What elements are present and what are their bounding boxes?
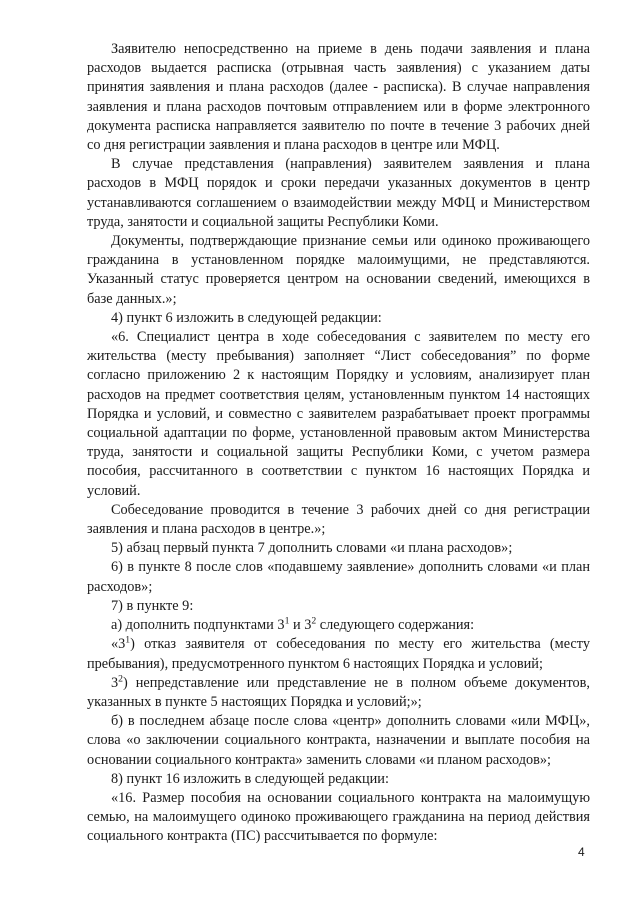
paragraph: «16. Размер пособия на основании социального контракта на малоимущую семью, на малоимущего одиноко проживающего гражданина на период действия социального контракта (ПС) рассчитывается по формуле: xyxy=(87,789,590,845)
paragraph: Заявителю непосредственно на приеме в день подачи заявления и плана расходов выдается расписка (отрывная часть заявления) с указанием даты принятия заявления и плана расходов (далее - расписка). В случае направления заявления и плана расходов почтовым отправлением или в форме электронного документа расписка направляется заявителю по почте в течение 3 рабочих дней со дня регистрации заявления и плана расходов в центре или МФЦ. xyxy=(87,41,590,154)
superscript: 2 xyxy=(118,673,124,685)
paragraph: Собеседование проводится в течение 3 рабочих дней со дня регистрации заявления и плана расходов в центре.»; xyxy=(87,501,590,538)
paragraph: 8) пункт 16 изложить в следующей редакции: xyxy=(111,770,389,787)
superscript: 1 xyxy=(284,615,290,627)
paragraph: «$3^1$) отказ заявителя от собеседования по месту его жительства (месту пребывания), предусмотренного пунктом 6 настоящих Порядка и условий; xyxy=(87,634,590,672)
paragraph: 6) в пункте 8 после слов «подавшему заявление» дополнить словами «и план расходов»; xyxy=(87,559,590,595)
document-body xyxy=(87,40,590,847)
paragraph: б) в последнем абзаце после слова «центр» дополнить словами «или МФЦ», слова «о заключении социального контракта, назначении и выплате пособия на основании социального контракта» заменить словами «и планом расходов»; xyxy=(87,713,590,768)
paragraph: 5) абзац первый пункта 7 дополнить словами «и плана расходов»; xyxy=(111,540,513,557)
paragraph: «6. Специалист центра в ходе собеседования с заявителем по месту его жительства (месту пребывания) заполняет “Лист собеседования” по форме согласно приложению 2 к настоящим Порядку и условиям, анализирует план расходов на предмет соответствия целям, установленным пунктом 14 настоящих Порядка и условий, и совместно с заявителем разрабатывает проект программы социальной адаптации по форме, установленной правовым актом Министерства труда, занятости и социальной защиты Республики Коми, с учетом размера пособия, рассчитанного в соответствии с пунктом 16 настоящих Порядка и условий. xyxy=(87,329,590,499)
superscript: 1 xyxy=(125,634,131,646)
page-number: 4 xyxy=(578,845,585,859)
paragraph: 7) в пункте 9: xyxy=(111,597,194,614)
superscript: 2 xyxy=(311,615,317,627)
paragraph: 4) пункт 6 изложить в следующей редакции: xyxy=(111,309,382,326)
paragraph: В случае представления (направления) заявителем заявления и плана расходов в МФЦ порядок и сроки передачи указанных документов в центр устанавливаются соглашением о взаимодействии между МФЦ и Министерством труда, занятости и социальной защиты Республики Коми. xyxy=(87,156,590,230)
paragraph: Документы, подтверждающие признание семьи или одиноко проживающего гражданина в установленном порядке малоимущими, не представляются. Указанный статус проверяется центром на основании сведений, имеющихся в базе данных.»; xyxy=(87,233,590,307)
paragraph: а) дополнить подпунктами $3^1$ и $3^2$ следующего содержания: xyxy=(111,615,475,634)
paragraph: $3^2$) непредставление или представление не в полном объеме документов, указанных в пункте 5 настоящих Порядка и условий;»; xyxy=(87,673,590,710)
